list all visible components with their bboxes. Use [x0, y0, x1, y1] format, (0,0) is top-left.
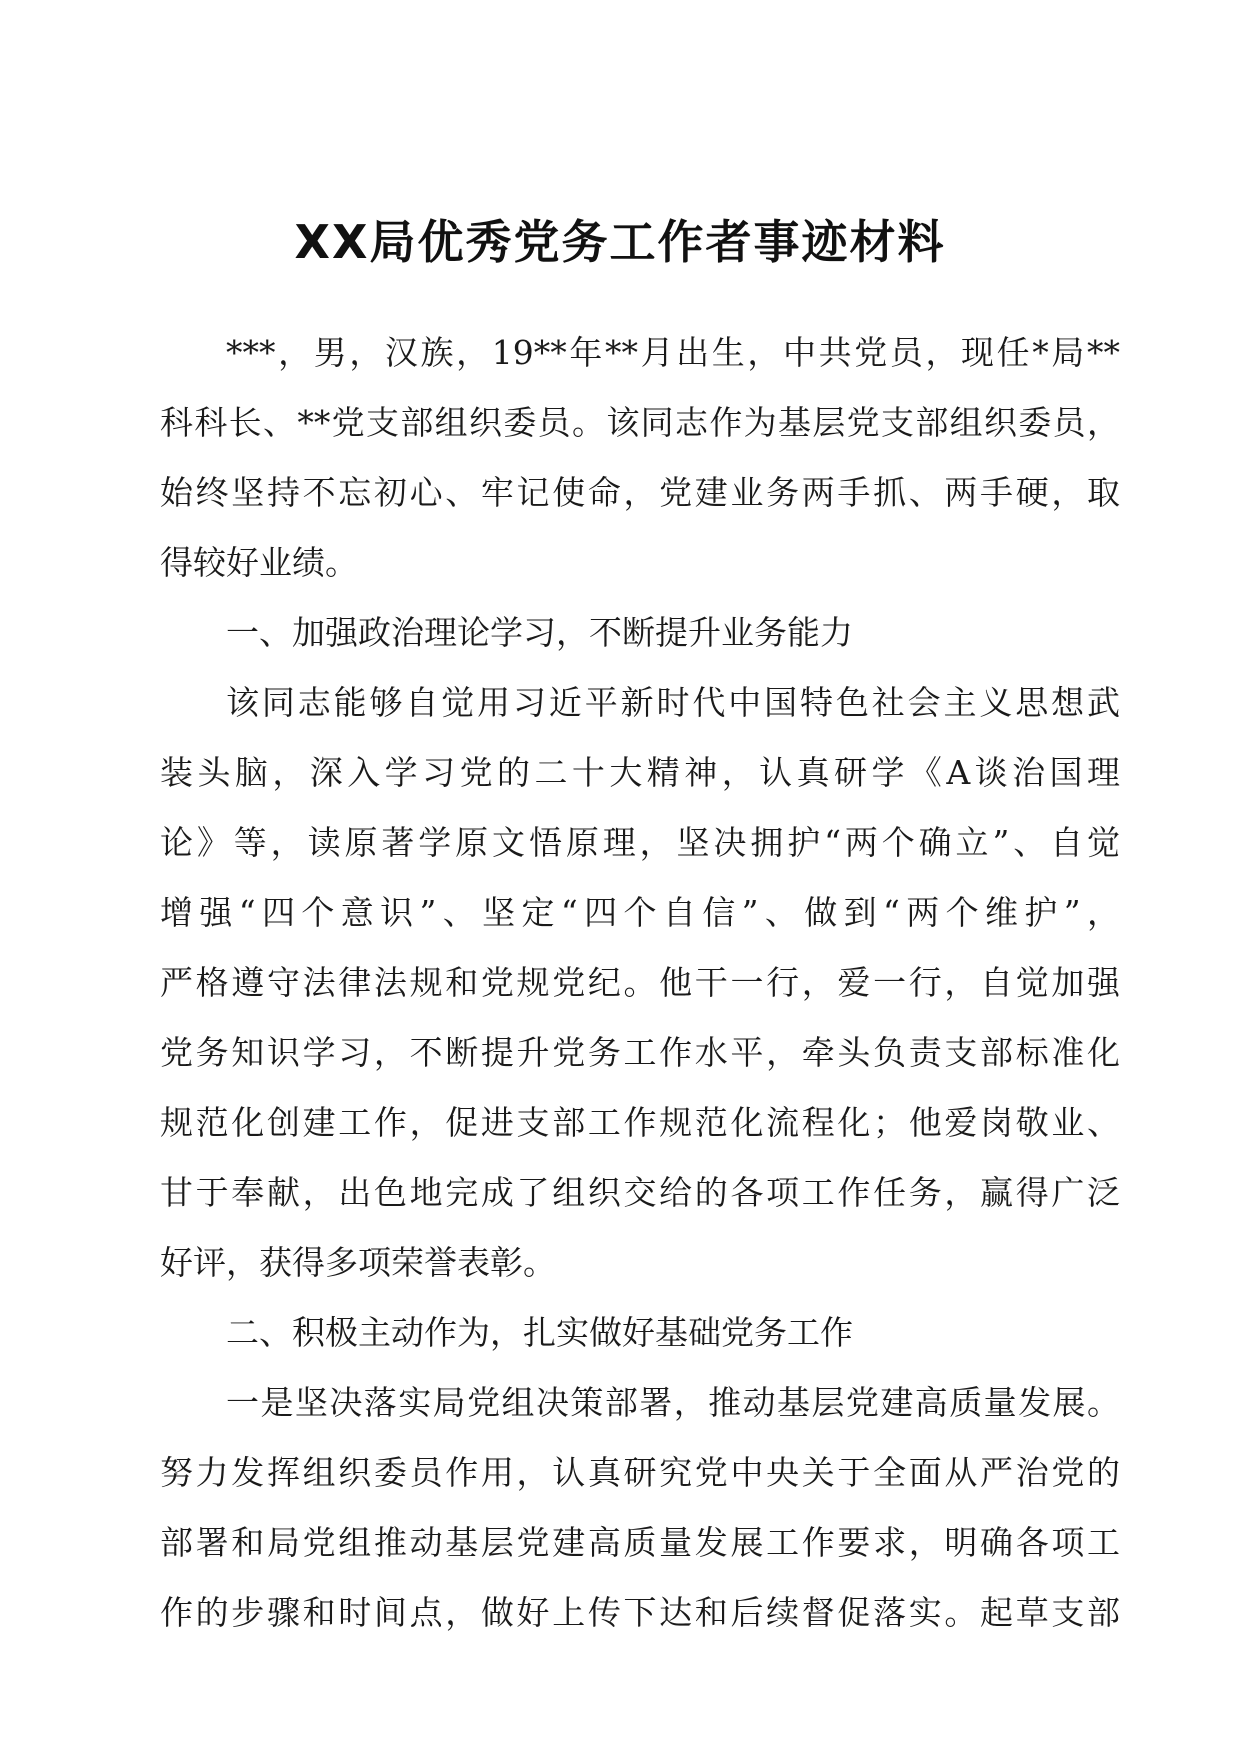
text-line: 作的步骤和时间点，做好上传下达和后续督促落实。起草支部 — [160, 1593, 1120, 1632]
text-line: 甘于奉献，出色地完成了组织交给的各项工作任务，赢得广泛 — [160, 1173, 1120, 1212]
text-line: 得较好业绩。 — [160, 543, 358, 582]
text-line: 论》等，读原著学原文悟原理，坚决拥护“两个确立”、自觉 — [160, 823, 1120, 862]
text-line: 好评，获得多项荣誉表彰。 — [160, 1243, 556, 1282]
text-line: 党务知识学习，不断提升党务工作水平，牵头负责支部标准化 — [160, 1033, 1120, 1072]
text-line: ***，男，汉族，19**年**月出生，中共党员，现任*局** — [226, 333, 1120, 372]
text-line: 部署和局党组推动基层党建高质量发展工作要求，明确各项工 — [160, 1523, 1120, 1562]
text-line: 装头脑，深入学习党的二十大精神，认真研学《A谈治国理 — [160, 753, 1120, 792]
text-line: 一是坚决落实局党组决策部署，推动基层党建高质量发展。 — [226, 1383, 1120, 1422]
text-line: 规范化创建工作，促进支部工作规范化流程化；他爱岗敬业、 — [160, 1103, 1120, 1142]
text-line: 始终坚持不忘初心、牢记使命，党建业务两手抓、两手硬，取 — [160, 473, 1120, 512]
text-line: 严格遵守法律法规和党规党纪。他干一行，爱一行，自觉加强 — [160, 963, 1120, 1002]
text-line: 科科长、**党支部组织委员。该同志作为基层党支部组织委员， — [160, 403, 1120, 442]
text-line: 该同志能够自觉用习近平新时代中国特色社会主义思想武 — [226, 683, 1120, 722]
text-line: 增强“四个意识”、坚定“四个自信”、做到“两个维护”， — [160, 893, 1120, 932]
text-line: 努力发挥组织委员作用，认真研究党中央关于全面从严治党的 — [160, 1453, 1120, 1492]
section-heading: 二、积极主动作为，扎实做好基础党务工作 — [226, 1313, 853, 1352]
document-body — [160, 318, 1120, 1648]
document-title: XX局优秀党务工作者事迹材料 — [294, 215, 946, 269]
section-heading: 一、加强政治理论学习，不断提升业务能力 — [226, 613, 853, 652]
